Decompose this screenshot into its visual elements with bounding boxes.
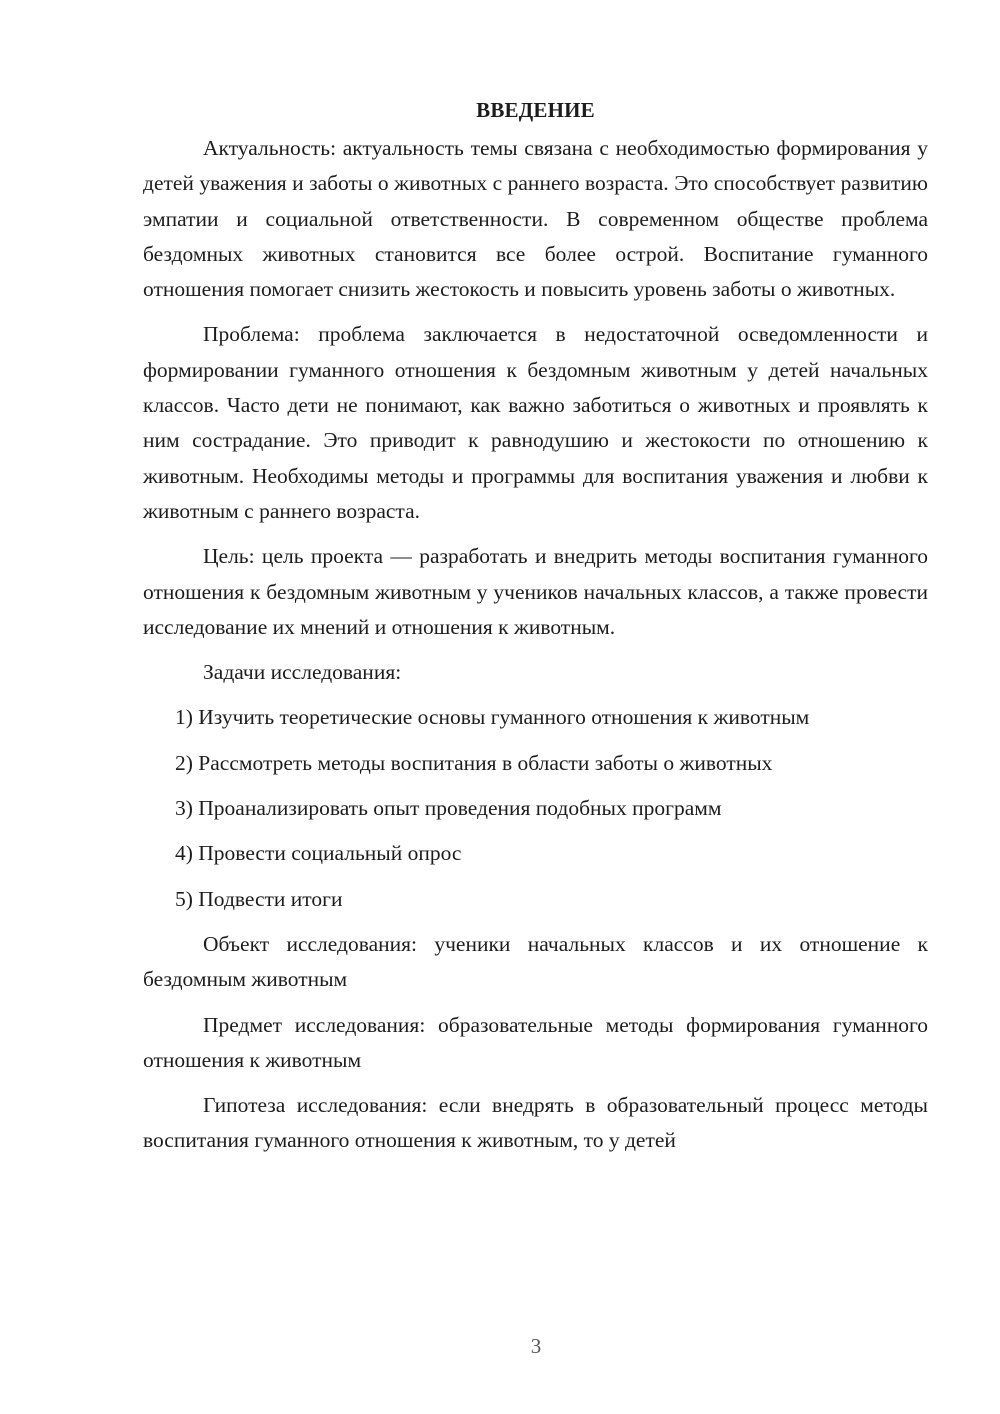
page-number: 3: [530, 1334, 542, 1358]
list-item: 3) Проанализировать опыт проведения подобных программ: [175, 796, 722, 821]
page-title: ВВЕДЕНИЕ: [476, 98, 595, 122]
paragraph-problem: Проблема: проблема заключается в недостаточной осведомленности и формировании гуманного отношения к бездомным животным у детей начальных классов. Часто дети не понимают, как важно заботиться о животных и проявлять к ним сострадание. Это приводит к равнодушию и жестокости по отношению к животным. Необходимы методы и программы для воспитания уважения и любви к животным с раннего возраста.: [143, 322, 928, 523]
tasks-title: Задачи исследования:: [203, 660, 402, 685]
list-item: 4) Провести социальный опрос: [175, 841, 462, 866]
tasks-list: [143, 700, 928, 916]
paragraph-goal: Цель: цель проекта — разработать и внедрить методы воспитания гуманного отношения к бездомным животным у учеников начальных классов, а также провести исследование их мнений и отношения к животным.: [143, 544, 928, 639]
paragraph-subject: Предмет исследования: образовательные методы формирования гуманного отношения к животным: [143, 1012, 928, 1072]
document-page: [143, 95, 928, 1158]
paragraph-hypothesis: Гипотеза исследования: если внедрять в образовательный процесс методы воспитания гуманного отношения к животным, то у детей: [143, 1093, 928, 1153]
list-item: 1) Изучить теоретические основы гуманного отношения к животным: [175, 705, 810, 730]
paragraph-object: Объект исследования: ученики начальных классов и их отношение к бездомным животным: [143, 931, 928, 992]
list-item: 5) Подвести итоги: [175, 886, 343, 911]
paragraph-relevance: Актуальность: актуальность темы связана с необходимостью формирования у детей уважения и заботы о животных с раннего возраста. Это способствует развитию эмпатии и социальной ответственности. В современном обществе проблема бездомных животных становится все более острой. Воспитание гуманного отношения помогает снизить жестокость и повысить уровень заботы о животных.: [143, 136, 928, 302]
list-item: 2) Рассмотреть методы воспитания в области заботы о животных: [175, 750, 773, 775]
